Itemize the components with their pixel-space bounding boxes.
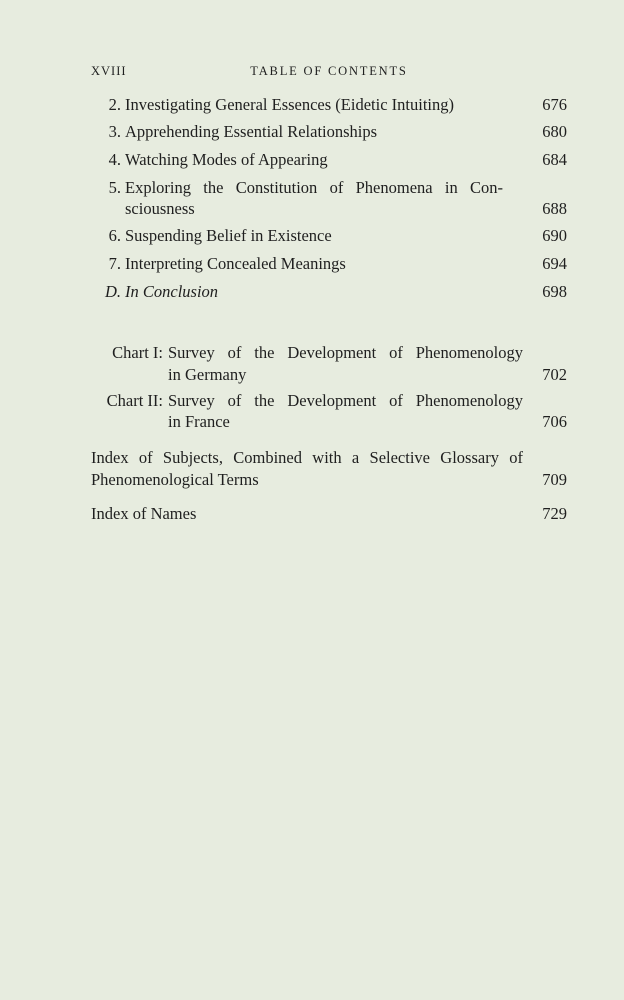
entry-number: D. xyxy=(104,282,121,301)
page-folio: XVIII xyxy=(91,64,127,78)
chart-label: Chart II: xyxy=(106,391,163,410)
index-title-line1: Index of Subjects, Combined with a Selective Glossary of xyxy=(91,448,523,467)
entry-page: 698 xyxy=(542,282,567,301)
index-title-line2: Phenomenological Terms xyxy=(91,470,259,489)
chart-page: 706 xyxy=(542,412,567,431)
entry-title: Apprehending Essential Relationships xyxy=(125,122,378,141)
entry-number: 5. xyxy=(108,178,121,197)
entry-title: Investigating General Essences (Eidetic Intuiting) xyxy=(125,95,454,114)
entry-page: 680 xyxy=(542,122,567,141)
entry-page: 694 xyxy=(542,254,567,273)
entry-page: 684 xyxy=(542,150,567,169)
chart-title-line1: Survey of the Development of Phenomenology xyxy=(168,391,523,410)
chart-page: 702 xyxy=(542,365,567,384)
entry-page: 690 xyxy=(542,226,567,245)
entry-number: 6. xyxy=(108,226,121,245)
entry-title: In Conclusion xyxy=(125,282,219,301)
entry-title: Interpreting Concealed Meanings xyxy=(125,254,346,273)
entry-title: Watching Modes of Appearing xyxy=(125,150,328,169)
chart-title-line2: in Germany xyxy=(168,365,247,384)
running-title: TABLE OF CONTENTS xyxy=(250,64,408,78)
entry-number: 7. xyxy=(108,254,121,273)
entry-title: Suspending Belief in Existence xyxy=(125,226,332,245)
index-title: Index of Names xyxy=(91,504,197,523)
entry-number: 4. xyxy=(108,150,121,169)
index-page: 709 xyxy=(542,470,567,489)
index-page: 729 xyxy=(542,504,567,523)
entry-title-line1: Exploring the Constitution of Phenomena in Con- xyxy=(125,178,503,197)
chart-label: Chart I: xyxy=(112,343,163,362)
chart-title-line1: Survey of the Development of Phenomenology xyxy=(168,343,523,362)
entry-page: 688 xyxy=(542,199,567,218)
page-header xyxy=(91,64,567,82)
entry-number: 3. xyxy=(108,122,121,141)
chart-title-line2: in France xyxy=(168,412,230,431)
entry-title-line2: sciousness xyxy=(125,199,195,218)
entry-page: 676 xyxy=(542,95,567,114)
entry-number: 2. xyxy=(108,95,121,114)
